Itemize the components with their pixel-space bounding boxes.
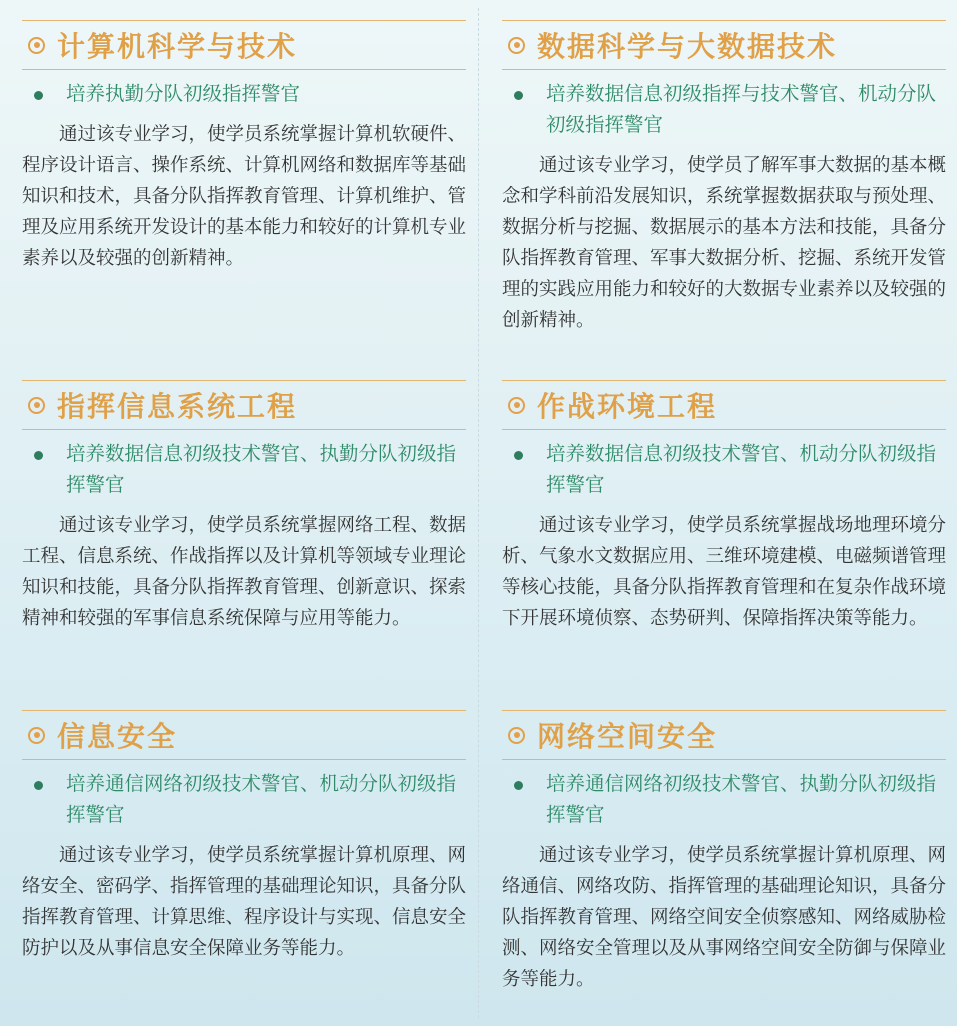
bullseye-icon [28, 37, 45, 54]
bullet-icon [514, 451, 523, 460]
major-description: 通过该专业学习，使学员系统掌握战场地理环境分析、气象水文数据应用、三维环境建模、电磁频谱管理等核心技能，具备分队指挥教育管理和在复杂作战环境下开展环境侦察、态势研判、保障指挥决策等能力。 [502, 515, 947, 629]
major-subtitle [502, 430, 946, 500]
bullet-icon [34, 781, 43, 790]
subtitle-text: 培养通信网络初级技术警官、机动分队初级指挥警官 [66, 772, 457, 826]
card-header [22, 21, 466, 70]
major-card-combat-environment [502, 380, 946, 653]
bullseye-icon [508, 727, 525, 744]
subtitle-text: 培养执勤分队初级指挥警官 [66, 82, 301, 105]
major-card-data-science [502, 20, 946, 355]
card-header [502, 711, 946, 760]
subtitle-text: 培养数据信息初级指挥与技术警官、机动分队初级指挥警官 [546, 82, 937, 136]
bullet-icon [514, 91, 523, 100]
bullet-icon [514, 781, 523, 790]
bullseye-icon [28, 397, 45, 414]
card-header [22, 711, 466, 760]
major-title: 计算机科学与技术 [57, 30, 298, 63]
major-subtitle [22, 760, 466, 830]
major-title: 网络空间安全 [537, 720, 718, 753]
card-header [22, 381, 466, 430]
major-description: 通过该专业学习，使学员系统掌握网络工程、数据工程、信息系统、作战指挥以及计算机等领域专业理论知识和技能，具备分队指挥教育管理、创新意识、探索精神和较强的军事信息系统保障与应用等能力。 [22, 515, 467, 629]
major-card-command-info-systems [22, 380, 466, 653]
bullet-icon [34, 451, 43, 460]
major-subtitle [502, 760, 946, 830]
major-card-computer-science [22, 20, 466, 293]
major-title: 作战环境工程 [537, 390, 718, 423]
subtitle-text: 培养通信网络初级技术警官、执勤分队初级指挥警官 [546, 772, 937, 826]
bullseye-icon [508, 37, 525, 54]
major-description: 通过该专业学习，使学员系统掌握计算机原理、网络安全、密码学、指挥管理的基础理论知识，具备分队指挥教育管理、计算思维、程序设计与实现、信息安全防护以及从事信息安全保障业务等能力。 [22, 845, 467, 959]
major-description: 通过该专业学习，使学员系统掌握计算机软硬件、程序设计语言、操作系统、计算机网络和数据库等基础知识和技术，具备分队指挥教育管理、计算机维护、管理及应用系统开发设计的基本能力和较好的计算机专业素养以及较强的创新精神。 [22, 124, 467, 269]
major-subtitle [502, 70, 946, 140]
card-header [502, 381, 946, 430]
bullseye-icon [508, 397, 525, 414]
subtitle-text: 培养数据信息初级技术警官、机动分队初级指挥警官 [546, 442, 937, 496]
major-card-information-security [22, 710, 466, 983]
major-card-cyberspace-security [502, 710, 946, 1014]
bullseye-icon [28, 727, 45, 744]
card-header [502, 21, 946, 70]
subtitle-text: 培养数据信息初级技术警官、执勤分队初级指挥警官 [66, 442, 457, 496]
major-subtitle [22, 70, 466, 109]
major-subtitle [22, 430, 466, 500]
major-description: 通过该专业学习，使学员了解军事大数据的基本概念和学科前沿发展知识，系统掌握数据获取与预处理、数据分析与挖掘、数据展示的基本方法和技能，具备分队指挥教育管理、军事大数据分析、挖掘、系统开发管理的实践应用能力和较好的大数据专业素养以及较强的创新精神。 [502, 155, 947, 331]
major-description: 通过该专业学习，使学员系统掌握计算机原理、网络通信、网络攻防、指挥管理的基础理论知识，具备分队指挥教育管理、网络空间安全侦察感知、网络威胁检测、网络安全管理以及从事网络空间安全防御与保障业务等能力。 [502, 845, 947, 990]
major-title: 数据科学与大数据技术 [537, 30, 838, 63]
major-title: 指挥信息系统工程 [57, 390, 298, 423]
column-divider [478, 8, 479, 1018]
bullet-icon [34, 91, 43, 100]
major-title: 信息安全 [57, 720, 178, 753]
